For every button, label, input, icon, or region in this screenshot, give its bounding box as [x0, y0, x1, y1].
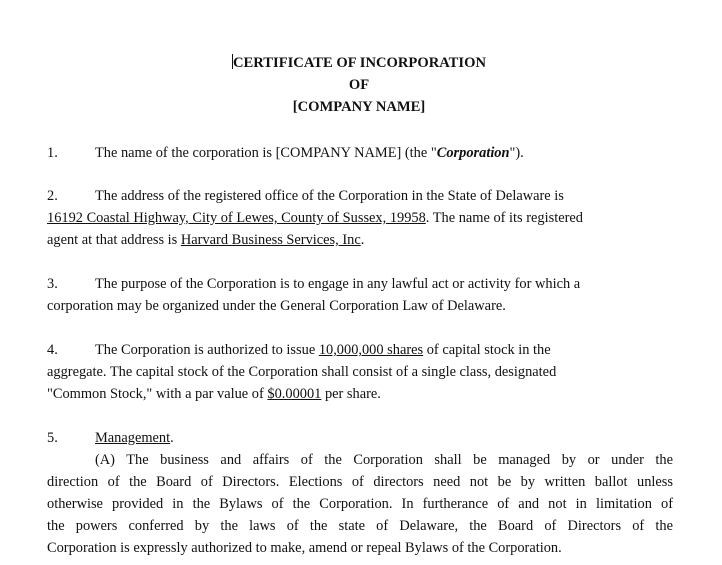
section-2-number: 2. — [47, 188, 58, 204]
registered-office-address: 16192 Coastal Highway, City of Lewes, County of Sussex, 19958 — [47, 210, 426, 226]
section-3-number: 3. — [47, 276, 58, 292]
section-3 — [47, 273, 673, 317]
section-4-line-3-before: "Common Stock," with a par value of — [47, 386, 268, 402]
title-line-1: CERTIFICATE OF INCORPORATION — [232, 55, 486, 71]
section-5-heading-suffix: . — [170, 430, 174, 446]
document-title — [0, 52, 718, 118]
section-5-line-3: otherwise provided in the Bylaws of the Corporation. In furtherance of and not in limitation of — [47, 496, 673, 512]
section-4-line-1-before: The Corporation is authorized to issue — [95, 342, 319, 358]
section-2-agent-suffix: . — [360, 232, 365, 248]
section-4 — [47, 339, 673, 405]
section-5-line-5: Corporation is expressly authorized to make, amend or repeal Bylaws of the Corporation. — [47, 540, 562, 556]
title-line-3: [COMPANY NAME] — [292, 99, 426, 115]
section-5-number: 5. — [47, 430, 58, 446]
authorized-shares: 10,000,000 shares — [318, 342, 424, 358]
section-1-number: 1. — [47, 145, 58, 161]
section-5-line-1: (A) The business and affairs of the Corporation shall be managed by or under the — [95, 452, 673, 468]
section-2-agent-prefix: agent at that address is — [47, 232, 181, 248]
section-1-defined-term: Corporation — [436, 145, 510, 161]
title-line-2: OF — [348, 77, 370, 93]
section-4-number: 4. — [47, 342, 58, 358]
section-1 — [47, 142, 673, 164]
section-5-heading: Management — [95, 430, 171, 446]
par-value: $0.00001 — [267, 386, 322, 402]
section-4-line-3-after: per share. — [321, 386, 381, 402]
section-5 — [47, 427, 673, 559]
section-2-line-1: The address of the registered office of the Corporation in the State of Delaware is — [95, 188, 564, 204]
section-3-line-1: The purpose of the Corporation is to engage in any lawful act or activity for which a — [95, 276, 581, 292]
section-2-after-address: . The name of its registered — [425, 210, 583, 226]
section-2 — [47, 185, 673, 251]
section-4-line-2: aggregate. The capital stock of the Corporation shall consist of a single class, designated — [47, 364, 557, 380]
section-4-line-1-after: of capital stock in the — [423, 342, 551, 358]
registered-agent-name: Harvard Business Services, Inc — [180, 232, 361, 248]
section-1-text-before: The name of the corporation is [COMPANY NAME] (the " — [95, 145, 437, 161]
section-5-line-4: the powers conferred by the laws of the state of Delaware, the Board of Directors of the — [47, 518, 673, 534]
section-1-text-after: "). — [509, 145, 524, 161]
section-3-line-2: corporation may be organized under the General Corporation Law of Delaware. — [47, 298, 506, 314]
section-5-line-2: direction of the Board of Directors. Elections of directors need not be by written ballot unless — [47, 474, 673, 490]
